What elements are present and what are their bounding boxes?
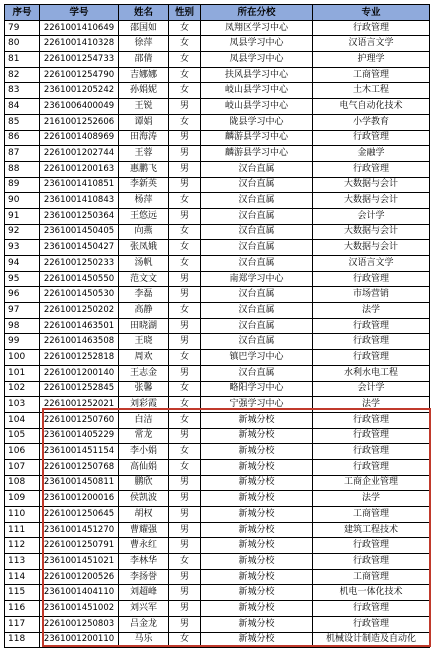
table-row — [5, 161, 430, 177]
table-row — [5, 271, 430, 287]
cell-student-id: 2161001252606 — [40, 114, 119, 130]
cell-gender: 女 — [169, 381, 201, 397]
table-row — [5, 256, 430, 272]
cell-major: 工商管理 — [313, 507, 430, 523]
cell-student-id: 2261001250803 — [40, 616, 119, 632]
cell-student-id: 2361001451021 — [40, 554, 119, 570]
cell-student-id: 2261001200526 — [40, 569, 119, 585]
cell-center: 新城分校 — [201, 632, 313, 648]
table-row — [5, 130, 430, 146]
cell-no: 94 — [5, 256, 40, 272]
cell-center: 凤县学习中心 — [201, 36, 313, 52]
cell-student-id: 2261001463501 — [40, 318, 119, 334]
cell-gender: 男 — [169, 491, 201, 507]
cell-gender: 女 — [169, 303, 201, 319]
cell-center: 汉台直属 — [201, 256, 313, 272]
cell-center: 汉台直属 — [201, 240, 313, 256]
cell-name: 张馨 — [119, 381, 169, 397]
table-row — [5, 475, 430, 491]
cell-center: 麟游县学习中心 — [201, 146, 313, 162]
table-body — [5, 20, 430, 648]
cell-gender: 男 — [169, 177, 201, 193]
cell-name: 侯凯波 — [119, 491, 169, 507]
cell-center: 岐山县学习中心 — [201, 83, 313, 99]
cell-no: 105 — [5, 428, 40, 444]
table-row — [5, 240, 430, 256]
cell-center: 新城分校 — [201, 616, 313, 632]
table-row — [5, 412, 430, 428]
cell-no: 84 — [5, 99, 40, 115]
cell-no: 114 — [5, 569, 40, 585]
cell-name: 曹永红 — [119, 538, 169, 554]
cell-student-id: 2361001250364 — [40, 208, 119, 224]
cell-center: 汉台直属 — [201, 224, 313, 240]
cell-center: 汉台直属 — [201, 177, 313, 193]
cell-major: 水利水电工程 — [313, 365, 430, 381]
table-row — [5, 397, 430, 413]
cell-no: 102 — [5, 381, 40, 397]
cell-student-id: 2361006400049 — [40, 99, 119, 115]
cell-center: 新城分校 — [201, 507, 313, 523]
cell-name: 张凤娥 — [119, 240, 169, 256]
cell-student-id: 2261001254733 — [40, 52, 119, 68]
cell-gender: 男 — [169, 318, 201, 334]
cell-student-id: 2261001250233 — [40, 256, 119, 272]
cell-center: 新城分校 — [201, 569, 313, 585]
cell-major: 行政管理 — [313, 130, 430, 146]
table-row — [5, 36, 430, 52]
cell-gender: 女 — [169, 114, 201, 130]
table-row — [5, 507, 430, 523]
cell-major: 小学教育 — [313, 114, 430, 130]
student-roster-sheet — [4, 4, 429, 648]
cell-no: 91 — [5, 208, 40, 224]
table-row — [5, 616, 430, 632]
cell-gender: 男 — [169, 146, 201, 162]
cell-gender: 女 — [169, 36, 201, 52]
table-row — [5, 444, 430, 460]
cell-gender: 女 — [169, 240, 201, 256]
cell-name: 孙娟妮 — [119, 83, 169, 99]
cell-no: 107 — [5, 459, 40, 475]
cell-gender: 男 — [169, 99, 201, 115]
table-row — [5, 318, 430, 334]
cell-gender: 男 — [169, 616, 201, 632]
cell-center: 新城分校 — [201, 459, 313, 475]
cell-major: 行政管理 — [313, 350, 430, 366]
header-row — [5, 5, 430, 21]
cell-no: 82 — [5, 67, 40, 83]
table-row — [5, 146, 430, 162]
cell-major: 护理学 — [313, 52, 430, 68]
cell-major: 行政管理 — [313, 554, 430, 570]
cell-gender: 男 — [169, 287, 201, 303]
cell-center: 汉台直属 — [201, 303, 313, 319]
table-row — [5, 601, 430, 617]
cell-center: 汉台直属 — [201, 161, 313, 177]
cell-major: 机械设计制造及自动化 — [313, 632, 430, 648]
cell-name: 王蓉 — [119, 146, 169, 162]
cell-major: 工商管理 — [313, 569, 430, 585]
cell-gender: 女 — [169, 83, 201, 99]
header-student-id: 学号 — [40, 5, 119, 21]
cell-major: 行政管理 — [313, 334, 430, 350]
cell-gender: 女 — [169, 350, 201, 366]
header-name: 姓名 — [119, 5, 169, 21]
cell-student-id: 2261001200163 — [40, 161, 119, 177]
header-center: 所在分校 — [201, 5, 313, 21]
cell-name: 李林华 — [119, 554, 169, 570]
cell-major: 工商企业管理 — [313, 475, 430, 491]
cell-center: 汉台直属 — [201, 318, 313, 334]
cell-no: 113 — [5, 554, 40, 570]
cell-no: 92 — [5, 224, 40, 240]
cell-major: 大数据与会计 — [313, 177, 430, 193]
table-row — [5, 428, 430, 444]
cell-major: 行政管理 — [313, 459, 430, 475]
table-row — [5, 554, 430, 570]
table-row — [5, 381, 430, 397]
cell-major: 法学 — [313, 303, 430, 319]
cell-student-id: 2261001250760 — [40, 412, 119, 428]
cell-student-id: 2261001250768 — [40, 459, 119, 475]
cell-gender: 女 — [169, 412, 201, 428]
cell-major: 大数据与会计 — [313, 240, 430, 256]
cell-name: 胡权 — [119, 507, 169, 523]
cell-center: 新城分校 — [201, 522, 313, 538]
table-row — [5, 193, 430, 209]
cell-center: 新城分校 — [201, 554, 313, 570]
cell-no: 116 — [5, 601, 40, 617]
cell-major: 大数据与会计 — [313, 193, 430, 209]
cell-gender: 女 — [169, 256, 201, 272]
cell-student-id: 2361001450405 — [40, 224, 119, 240]
cell-student-id: 2361001451270 — [40, 522, 119, 538]
cell-no: 100 — [5, 350, 40, 366]
cell-major: 会计学 — [313, 381, 430, 397]
cell-center: 凤县学习中心 — [201, 52, 313, 68]
cell-name: 王锐 — [119, 99, 169, 115]
cell-major: 会计学 — [313, 208, 430, 224]
cell-major: 金融学 — [313, 146, 430, 162]
cell-major: 行政管理 — [313, 318, 430, 334]
cell-student-id: 2261001450550 — [40, 271, 119, 287]
cell-no: 90 — [5, 193, 40, 209]
cell-name: 范文文 — [119, 271, 169, 287]
cell-no: 109 — [5, 491, 40, 507]
table-row — [5, 632, 430, 648]
cell-center: 麟游县学习中心 — [201, 130, 313, 146]
cell-major: 行政管理 — [313, 428, 430, 444]
cell-gender: 男 — [169, 365, 201, 381]
cell-no: 83 — [5, 83, 40, 99]
cell-student-id: 2361001410851 — [40, 177, 119, 193]
cell-gender: 女 — [169, 397, 201, 413]
cell-center: 岐山县学习中心 — [201, 99, 313, 115]
table-row — [5, 114, 430, 130]
cell-gender: 男 — [169, 334, 201, 350]
cell-gender: 男 — [169, 569, 201, 585]
cell-gender: 男 — [169, 601, 201, 617]
cell-center: 新城分校 — [201, 428, 313, 444]
cell-student-id: 2361001205242 — [40, 83, 119, 99]
cell-name: 白洁 — [119, 412, 169, 428]
cell-student-id: 2261001250791 — [40, 538, 119, 554]
cell-gender: 女 — [169, 67, 201, 83]
cell-name: 高静 — [119, 303, 169, 319]
cell-gender: 女 — [169, 52, 201, 68]
cell-major: 汉语言文学 — [313, 256, 430, 272]
table-row — [5, 365, 430, 381]
table-row — [5, 83, 430, 99]
cell-student-id: 2261001410328 — [40, 36, 119, 52]
cell-no: 111 — [5, 522, 40, 538]
cell-name: 曹耀强 — [119, 522, 169, 538]
cell-center: 扶风县学习中心 — [201, 67, 313, 83]
cell-student-id: 2261001250645 — [40, 507, 119, 523]
cell-no: 98 — [5, 318, 40, 334]
cell-name: 李小娟 — [119, 444, 169, 460]
cell-no: 117 — [5, 616, 40, 632]
cell-name: 汤帆 — [119, 256, 169, 272]
cell-no: 89 — [5, 177, 40, 193]
table-row — [5, 99, 430, 115]
table-row — [5, 303, 430, 319]
cell-name: 邵倩 — [119, 52, 169, 68]
cell-center: 汉台直属 — [201, 334, 313, 350]
cell-no: 103 — [5, 397, 40, 413]
cell-student-id: 2261001408969 — [40, 130, 119, 146]
cell-major: 电气自动化技术 — [313, 99, 430, 115]
cell-name: 田晓湖 — [119, 318, 169, 334]
cell-name: 周欢 — [119, 350, 169, 366]
cell-student-id: 2361001450811 — [40, 475, 119, 491]
cell-no: 99 — [5, 334, 40, 350]
cell-no: 112 — [5, 538, 40, 554]
cell-student-id: 2261001252818 — [40, 350, 119, 366]
cell-major: 行政管理 — [313, 271, 430, 287]
cell-center: 凤翔区学习中心 — [201, 20, 313, 36]
table-row — [5, 538, 430, 554]
cell-name: 马乐 — [119, 632, 169, 648]
cell-gender: 男 — [169, 475, 201, 491]
cell-gender: 女 — [169, 20, 201, 36]
cell-name: 李扬誉 — [119, 569, 169, 585]
cell-name: 刘彩霞 — [119, 397, 169, 413]
cell-name: 刘兴军 — [119, 601, 169, 617]
cell-student-id: 2261001250202 — [40, 303, 119, 319]
table-row — [5, 569, 430, 585]
cell-name: 王晓 — [119, 334, 169, 350]
header-gender: 性别 — [169, 5, 201, 21]
cell-gender: 女 — [169, 224, 201, 240]
cell-student-id: 2361001405229 — [40, 428, 119, 444]
cell-no: 97 — [5, 303, 40, 319]
cell-no: 85 — [5, 114, 40, 130]
cell-no: 80 — [5, 36, 40, 52]
cell-center: 汉台直属 — [201, 365, 313, 381]
cell-major: 行政管理 — [313, 601, 430, 617]
table-row — [5, 67, 430, 83]
cell-student-id: 2361001451154 — [40, 444, 119, 460]
table-row — [5, 350, 430, 366]
cell-center: 新城分校 — [201, 412, 313, 428]
cell-center: 新城分校 — [201, 491, 313, 507]
cell-center: 宁强学习中心 — [201, 397, 313, 413]
cell-gender: 男 — [169, 428, 201, 444]
cell-major: 汉语言文学 — [313, 36, 430, 52]
cell-gender: 女 — [169, 459, 201, 475]
cell-major: 行政管理 — [313, 412, 430, 428]
table-row — [5, 491, 430, 507]
table-row — [5, 287, 430, 303]
cell-name: 吉娜娜 — [119, 67, 169, 83]
cell-student-id: 2361001404110 — [40, 585, 119, 601]
table-row — [5, 585, 430, 601]
cell-major: 行政管理 — [313, 20, 430, 36]
cell-no: 86 — [5, 130, 40, 146]
cell-student-id: 2261001202744 — [40, 146, 119, 162]
cell-gender: 男 — [169, 507, 201, 523]
cell-name: 田海涛 — [119, 130, 169, 146]
table-row — [5, 459, 430, 475]
cell-gender: 男 — [169, 538, 201, 554]
cell-name: 邵国如 — [119, 20, 169, 36]
cell-gender: 男 — [169, 208, 201, 224]
cell-name: 王悠远 — [119, 208, 169, 224]
cell-center: 汉台直属 — [201, 193, 313, 209]
cell-major: 行政管理 — [313, 444, 430, 460]
cell-name: 刘超峰 — [119, 585, 169, 601]
cell-center: 陇县学习中心 — [201, 114, 313, 130]
cell-gender: 男 — [169, 585, 201, 601]
cell-no: 104 — [5, 412, 40, 428]
cell-major: 行政管理 — [313, 616, 430, 632]
table-row — [5, 522, 430, 538]
cell-no: 101 — [5, 365, 40, 381]
cell-no: 81 — [5, 52, 40, 68]
cell-student-id: 2361001450427 — [40, 240, 119, 256]
cell-no: 108 — [5, 475, 40, 491]
cell-student-id: 2261001252845 — [40, 381, 119, 397]
cell-major: 法学 — [313, 491, 430, 507]
cell-center: 汉台直属 — [201, 208, 313, 224]
cell-no: 95 — [5, 271, 40, 287]
cell-name: 向燕 — [119, 224, 169, 240]
cell-gender: 男 — [169, 271, 201, 287]
cell-center: 新城分校 — [201, 601, 313, 617]
cell-student-id: 2261001254790 — [40, 67, 119, 83]
cell-major: 机电一体化技术 — [313, 585, 430, 601]
cell-major: 法学 — [313, 397, 430, 413]
cell-name: 惠鹏飞 — [119, 161, 169, 177]
cell-gender: 女 — [169, 554, 201, 570]
cell-no: 88 — [5, 161, 40, 177]
cell-center: 略阳学习中心 — [201, 381, 313, 397]
table-row — [5, 20, 430, 36]
cell-major: 行政管理 — [313, 161, 430, 177]
cell-no: 115 — [5, 585, 40, 601]
cell-student-id: 2361001200110 — [40, 632, 119, 648]
cell-student-id: 2261001410649 — [40, 20, 119, 36]
table-row — [5, 208, 430, 224]
cell-student-id: 2361001200016 — [40, 491, 119, 507]
cell-gender: 女 — [169, 632, 201, 648]
cell-center: 新城分校 — [201, 585, 313, 601]
cell-major: 建筑工程技术 — [313, 522, 430, 538]
cell-student-id: 2261001463508 — [40, 334, 119, 350]
cell-major: 土木工程 — [313, 83, 430, 99]
cell-center: 镇巴学习中心 — [201, 350, 313, 366]
cell-center: 南郑学习中心 — [201, 271, 313, 287]
header-major: 专业 — [313, 5, 430, 21]
cell-major: 大数据与会计 — [313, 224, 430, 240]
cell-student-id: 2361001451002 — [40, 601, 119, 617]
header-no: 序号 — [5, 5, 40, 21]
cell-no: 96 — [5, 287, 40, 303]
cell-gender: 男 — [169, 130, 201, 146]
cell-center: 新城分校 — [201, 475, 313, 491]
cell-center: 新城分校 — [201, 538, 313, 554]
cell-name: 李新英 — [119, 177, 169, 193]
cell-name: 高仙娟 — [119, 459, 169, 475]
cell-no: 106 — [5, 444, 40, 460]
cell-name: 杨萍 — [119, 193, 169, 209]
cell-no: 110 — [5, 507, 40, 523]
cell-no: 93 — [5, 240, 40, 256]
cell-gender: 女 — [169, 444, 201, 460]
cell-name: 谭娟 — [119, 114, 169, 130]
cell-name: 鹏欣 — [119, 475, 169, 491]
cell-major: 工商管理 — [313, 67, 430, 83]
cell-name: 常龙 — [119, 428, 169, 444]
cell-student-id: 2261001450530 — [40, 287, 119, 303]
cell-name: 徐萍 — [119, 36, 169, 52]
cell-gender: 女 — [169, 193, 201, 209]
table-row — [5, 177, 430, 193]
cell-name: 王志金 — [119, 365, 169, 381]
cell-no: 79 — [5, 20, 40, 36]
cell-major: 市场营销 — [313, 287, 430, 303]
table-row — [5, 224, 430, 240]
cell-major: 行政管理 — [313, 538, 430, 554]
table-row — [5, 52, 430, 68]
student-table — [4, 4, 430, 648]
cell-no: 118 — [5, 632, 40, 648]
cell-center: 新城分校 — [201, 444, 313, 460]
cell-center: 汉台直属 — [201, 287, 313, 303]
cell-student-id: 2261001200140 — [40, 365, 119, 381]
cell-name: 李磊 — [119, 287, 169, 303]
table-row — [5, 334, 430, 350]
cell-name: 吕金龙 — [119, 616, 169, 632]
cell-no: 87 — [5, 146, 40, 162]
cell-student-id: 2361001410843 — [40, 193, 119, 209]
cell-gender: 男 — [169, 522, 201, 538]
cell-gender: 男 — [169, 161, 201, 177]
cell-student-id: 2261001252021 — [40, 397, 119, 413]
